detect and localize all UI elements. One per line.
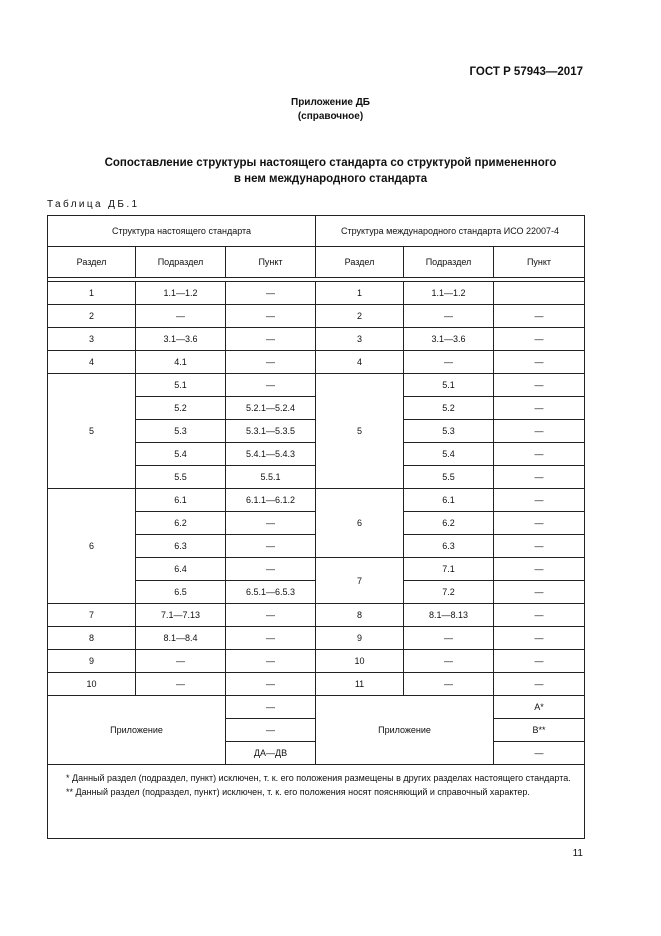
- table-row: [48, 604, 585, 627]
- table-cell: —: [494, 512, 585, 535]
- table-cell: 6.1: [404, 489, 494, 512]
- table-cell: 6.3: [136, 535, 226, 558]
- table-cell: —: [226, 673, 316, 696]
- table-cell: —: [226, 282, 316, 305]
- table-cell: 7.1—7.13: [136, 604, 226, 627]
- table-cell: 5.2: [404, 397, 494, 420]
- table-cell: —: [404, 673, 494, 696]
- table-cell: ДА—ДВ: [226, 742, 316, 765]
- document-code: ГОСТ Р 57943—2017: [469, 66, 583, 78]
- table-cell: 5.2: [136, 397, 226, 420]
- group-header-national: Структура настоящего стандарта: [48, 216, 316, 247]
- table-cell: —: [404, 627, 494, 650]
- table-cell: 5.5.1: [226, 466, 316, 489]
- table-cell: —: [494, 627, 585, 650]
- col-header-section: Раздел: [48, 247, 136, 278]
- table-cell: 2: [316, 305, 404, 328]
- table-row: [48, 282, 585, 305]
- table-notes: [48, 765, 585, 839]
- table-cell: —: [136, 673, 226, 696]
- table-cell: —: [226, 627, 316, 650]
- table-cell: 7.1: [404, 558, 494, 581]
- table-cell: —: [494, 489, 585, 512]
- table-column-header-row: [48, 247, 585, 278]
- col-header-item: Пункт: [226, 247, 316, 278]
- table-cell: 5.4: [404, 443, 494, 466]
- table-cell: —: [494, 351, 585, 374]
- table-row: [48, 351, 585, 374]
- table-row: [48, 650, 585, 673]
- table-cell: —: [226, 719, 316, 742]
- table-cell: —: [136, 305, 226, 328]
- section-6-left: 6: [48, 489, 136, 604]
- group-header-international: Структура международного стандарта ИСО 22007-4: [316, 216, 585, 247]
- table-cell: 3: [48, 328, 136, 351]
- table-cell: 5.4.1—5.4.3: [226, 443, 316, 466]
- table-cell: 8.1—8.13: [404, 604, 494, 627]
- table-cell: 4.1: [136, 351, 226, 374]
- table-group-header-row: [48, 216, 585, 247]
- table-cell: 4: [316, 351, 404, 374]
- section-5-right: 5: [316, 374, 404, 489]
- table-cell: —: [494, 466, 585, 489]
- table-cell: 5.3.1—5.3.5: [226, 420, 316, 443]
- table-cell: —: [226, 535, 316, 558]
- table-cell: —: [226, 696, 316, 719]
- table-cell: 4: [48, 351, 136, 374]
- table-cell: 6.5.1—6.5.3: [226, 581, 316, 604]
- table-cell: —: [226, 512, 316, 535]
- table-cell: —: [226, 374, 316, 397]
- table-cell: 6.1: [136, 489, 226, 512]
- section-5-left: 5: [48, 374, 136, 489]
- comparison-table: [47, 215, 585, 839]
- table-cell: 6.2: [136, 512, 226, 535]
- table-cell: —: [226, 604, 316, 627]
- table-cell: —: [494, 305, 585, 328]
- table-cell: 5.1: [404, 374, 494, 397]
- table-cell: 5.3: [136, 420, 226, 443]
- table-cell: 7: [48, 604, 136, 627]
- table-cell: [494, 282, 585, 305]
- table-row: [48, 489, 585, 512]
- table-cell: 5.3: [404, 420, 494, 443]
- table-cell: B**: [494, 719, 585, 742]
- table-cell: 9: [48, 650, 136, 673]
- table-row: [48, 328, 585, 351]
- section-6-right: 6: [316, 489, 404, 558]
- table-cell: —: [494, 443, 585, 466]
- table-row: [48, 305, 585, 328]
- title-line-2: в нем международного стандарта: [233, 173, 428, 185]
- table-cell: A*: [494, 696, 585, 719]
- appendix-label: Приложение ДБ: [291, 97, 370, 108]
- table-cell: 8: [316, 604, 404, 627]
- table-notes-row: [48, 765, 585, 839]
- table-cell: —: [494, 742, 585, 765]
- table-row: [48, 627, 585, 650]
- table-row: [48, 374, 585, 397]
- table-cell: 8: [48, 627, 136, 650]
- table-cell: —: [494, 374, 585, 397]
- table-cell: 5.5: [404, 466, 494, 489]
- table-cell: 5.4: [136, 443, 226, 466]
- col-header-subsection: Подраздел: [136, 247, 226, 278]
- footnote-1: * Данный раздел (подраздел, пункт) исключен, т. к. его положения размещены в других разделах настоящего стандарта.: [66, 773, 571, 783]
- table-cell: 5.5: [136, 466, 226, 489]
- table-row: [48, 696, 585, 719]
- col-header-section: Раздел: [316, 247, 404, 278]
- table-cell: 11: [316, 673, 404, 696]
- table-cell: —: [226, 558, 316, 581]
- table-cell: 8.1—8.4: [136, 627, 226, 650]
- footnote-2: ** Данный раздел (подраздел, пункт) исключен, т. к. его положения носят поясняющий и справочный характер.: [66, 787, 530, 797]
- table-cell: —: [494, 420, 585, 443]
- table-cell: —: [494, 581, 585, 604]
- table-cell: —: [226, 351, 316, 374]
- table-cell: 3.1—3.6: [136, 328, 226, 351]
- title-line-1: Сопоставление структуры настоящего стандарта со структурой примененного: [104, 157, 557, 169]
- table-caption: Таблица ДБ.1: [47, 199, 140, 210]
- table-cell: 10: [48, 673, 136, 696]
- table-cell: —: [494, 650, 585, 673]
- table-cell: —: [226, 305, 316, 328]
- table-cell: 5.2.1—5.2.4: [226, 397, 316, 420]
- appendix-label-right: Приложение: [316, 696, 494, 765]
- table-cell: —: [494, 558, 585, 581]
- table-cell: 1.1—1.2: [404, 282, 494, 305]
- appendix-label-left: Приложение: [48, 696, 226, 765]
- table-cell: —: [404, 650, 494, 673]
- appendix-heading: [0, 96, 661, 124]
- table-cell: —: [494, 604, 585, 627]
- table-cell: 1.1—1.2: [136, 282, 226, 305]
- table-cell: —: [226, 328, 316, 351]
- table-cell: 6.2: [404, 512, 494, 535]
- table-cell: 6.4: [136, 558, 226, 581]
- col-header-subsection: Подраздел: [404, 247, 494, 278]
- table-cell: 1: [48, 282, 136, 305]
- col-header-item: Пункт: [494, 247, 585, 278]
- appendix-kind: (справочное): [297, 111, 364, 122]
- table-cell: —: [494, 673, 585, 696]
- table-cell: 3.1—3.6: [404, 328, 494, 351]
- page-title: [0, 155, 661, 187]
- page-number: 11: [572, 848, 583, 859]
- table-cell: —: [494, 397, 585, 420]
- table-cell: —: [404, 351, 494, 374]
- table-row: [48, 673, 585, 696]
- table-cell: 7.2: [404, 581, 494, 604]
- table-cell: 6.5: [136, 581, 226, 604]
- table-cell: —: [404, 305, 494, 328]
- table-cell: 2: [48, 305, 136, 328]
- table-cell: 6.3: [404, 535, 494, 558]
- table-cell: 6.1.1—6.1.2: [226, 489, 316, 512]
- section-7-right: 7: [316, 558, 404, 604]
- table-cell: —: [494, 328, 585, 351]
- table-cell: —: [136, 650, 226, 673]
- table-cell: 9: [316, 627, 404, 650]
- table-cell: 1: [316, 282, 404, 305]
- table-cell: 5.1: [136, 374, 226, 397]
- table-cell: —: [226, 650, 316, 673]
- table-cell: —: [494, 535, 585, 558]
- table-cell: 10: [316, 650, 404, 673]
- table-cell: 3: [316, 328, 404, 351]
